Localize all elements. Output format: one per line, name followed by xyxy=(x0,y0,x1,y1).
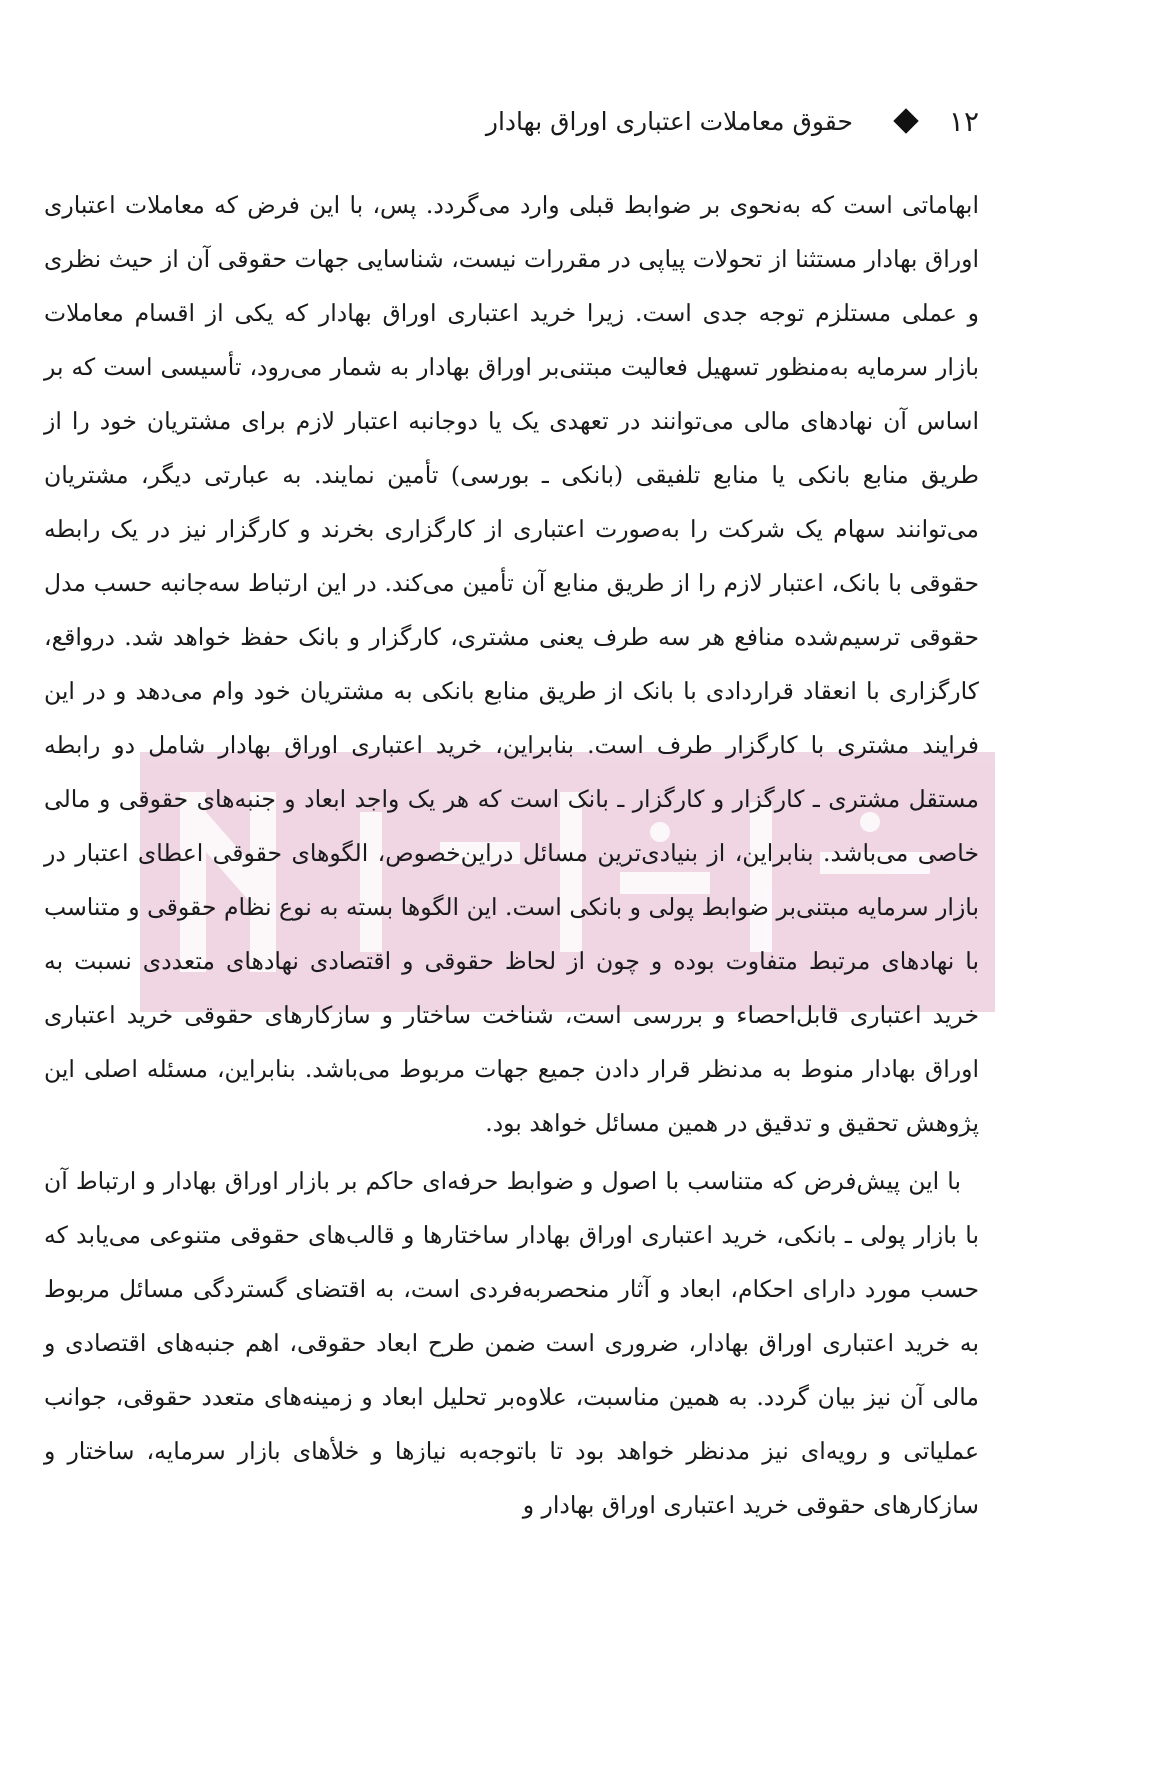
paragraph-2: با این پیش‌فرض که متناسب با اصول و ضوابط حرفه‌ای حاکم بر بازار اوراق بهادار و ارتباط آن با بازار پولی ـ بانکی، خرید اعتباری اوراق بهادار ساختارها و قالب‌های حقوقی متنوعی می‌یابد که حسب مورد دارای احکام، ابعاد و آثار منحصربه‌فردی است، به اقتضای گستردگی مسائل مربوط به خرید اعتباری اوراق بهادار، ضروری است ضمن طرح ابعاد حقوقی، اهم جنبه‌های اقتصادی و مالی آن نیز بیان گردد. به همین مناسبت، علاوه‌بر تحلیل ابعاد و زمینه‌های متعدد حقوقی، جوانب عملیاتی و رویه‌ای نیز مدنظر خواهد بود تا باتوجه‌به نیازها و خلأهای بازار سرمایه، ساختار و سازکارهای حقوقی خرید اعتباری اوراق بهادار و xyxy=(44,1167,979,1519)
body-text xyxy=(44,178,979,1532)
running-title: حقوق معاملات اعتباری اوراق بهادار xyxy=(485,106,853,136)
diamond-icon xyxy=(893,108,918,133)
page-header xyxy=(44,100,979,142)
paragraph-1: ابهاماتی است که به‌نحوی بر ضوابط قبلی وارد می‌گردد. پس، با این فرض که معاملات اعتباری اوراق بهادار مستثنا از تحولات پیاپی در مقررات نیست، شناسایی جهات حقوقی آن از حیث نظری و عملی مستلزم توجه جدی است. زیرا خرید اعتباری اوراق بهادار که یکی از اقسام معاملات بازار سرمایه به‌منظور تسهیل فعالیت مبتنی‌بر اوراق بهادار به شمار می‌رود، تأسیسی است که بر اساس آن نهادهای مالی می‌توانند در تعهدی یک یا دوجانبه اعتبار لازم برای مشتریان خود را از طریق منابع بانکی یا منابع تلفیقی (بانکی ـ بورسی) تأمین نمایند. به عبارتی دیگر، مشتریان می‌توانند سهام یک شرکت را به‌صورت اعتباری از کارگزاری بخرند و کارگزار نیز در یک رابطه حقوقی با بانک، اعتبار لازم را از طریق منابع آن تأمین می‌کند. در این ارتباط سه‌جانبه حسب مدل حقوقی ترسیم‌شده منافع هر سه طرف یعنی مشتری، کارگزار و بانک حفظ خواهد شد. درواقع، کارگزاری با انعقاد قراردادی با بانک از طریق منابع بانکی به مشتریان خود وام می‌دهد و در این فرایند مشتری با کارگزار طرف است. بنابراین، خرید اعتباری اوراق بهادار شامل دو رابطه مستقل مشتری ـ کارگزار و کارگزار ـ بانک است که هر یک واجد ابعاد و جنبه‌های حقوقی و مالی خاصی می‌باشد. بنابراین، از بنیادی‌ترین مسائل دراین‌خصوص، الگوهای حقوقی اعطای اعتبار در بازار سرمایه مبتنی‌بر ضوابط پولی و بانکی است. این الگوها بسته به نوع نظام حقوقی و متناسب با نهادهای مرتبط متفاوت بوده و چون از لحاظ حقوقی و اقتصادی نهادهای متعددی نسبت به خرید اعتباری قابل‌احصاء و بررسی است، شناخت ساختار و سازکارهای حقوقی خرید اعتباری اوراق بهادار منوط به مدنظر قرار دادن جمیع جهات مربوط می‌باشد. بنابراین، مسئله اصلی این پژوهش تحقیق و تدقیق در همین مسائل خواهد بود. xyxy=(44,191,979,1137)
page-number: ۱۲ xyxy=(948,104,979,138)
